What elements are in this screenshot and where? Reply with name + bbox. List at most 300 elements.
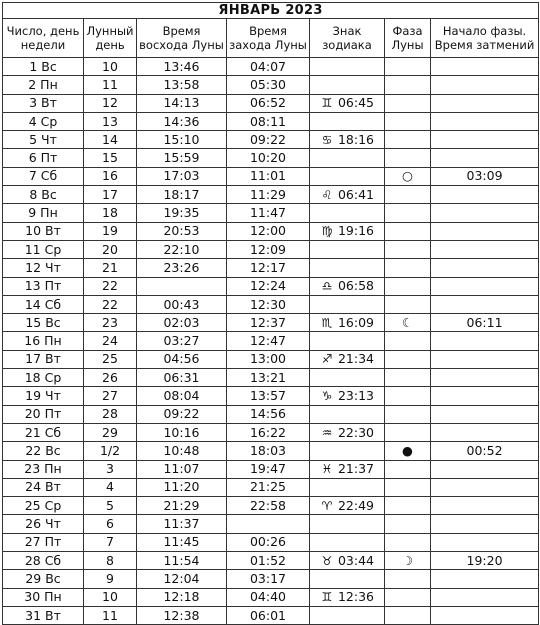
table-row (3, 369, 539, 387)
table-row (3, 204, 539, 222)
phase-time-cell (431, 277, 539, 295)
moonset-cell (227, 515, 310, 533)
zodiac-cell (310, 332, 385, 350)
table-row (3, 58, 539, 76)
date-cell: 18 Ср (3, 369, 84, 387)
zodiac-cell (310, 369, 385, 387)
table-row (3, 332, 539, 350)
date-cell: 24 Вт (3, 478, 84, 496)
zodiac-sign-icon: ♐ (321, 352, 333, 367)
table-row (3, 149, 539, 167)
phase-time-cell (431, 405, 539, 423)
phase-time-cell (431, 149, 539, 167)
table-row (3, 423, 539, 441)
phase-time-cell (431, 112, 539, 130)
moonset-cell: 21:25 (227, 478, 310, 496)
zodiac-cell (310, 58, 385, 76)
date-cell: 19 Чт (3, 387, 84, 405)
phase-time-cell (431, 240, 539, 258)
moonset-cell: 12:30 (227, 295, 310, 313)
phase-time-cell: 03:09 (431, 167, 539, 185)
lunar-day-cell: 7 (84, 533, 137, 551)
header-phase-start-line2: Время затмений (434, 38, 535, 52)
moonrise-cell (137, 277, 227, 295)
phase-time-cell (431, 204, 539, 222)
moonrise-cell: 10:48 (137, 442, 227, 460)
phase-cell (385, 442, 431, 460)
moonset-cell: 08:11 (227, 112, 310, 130)
date-cell: 21 Сб (3, 423, 84, 441)
moonrise-cell: 19:35 (137, 204, 227, 222)
lunar-day-cell: 10 (84, 588, 137, 606)
phase-cell (385, 314, 431, 332)
phase-time-cell (431, 131, 539, 149)
date-cell: 3 Вт (3, 94, 84, 112)
date-cell: 8 Вс (3, 186, 84, 204)
phase-time-cell (431, 606, 539, 624)
date-cell: 28 Сб (3, 552, 84, 570)
phase-cell (385, 515, 431, 533)
phase-cell (385, 94, 431, 112)
zodiac-time: 16:09 (337, 314, 374, 330)
header-day-line1: Число, день (6, 24, 80, 38)
zodiac-cell (310, 478, 385, 496)
moonrise-cell: 23:26 (137, 259, 227, 277)
lunar-day-cell: 11 (84, 606, 137, 624)
zodiac-cell (310, 497, 385, 515)
phase-cell (385, 167, 431, 185)
zodiac-cell (310, 131, 385, 149)
moon-phase-icon: ○ (402, 168, 413, 184)
date-cell: 23 Пн (3, 460, 84, 478)
date-cell: 25 Ср (3, 497, 84, 515)
phase-cell (385, 149, 431, 167)
phase-time-cell (431, 222, 539, 240)
phase-cell (385, 131, 431, 149)
table-row (3, 478, 539, 496)
moonrise-cell: 12:04 (137, 570, 227, 588)
header-lunar-day-line2: день (95, 38, 125, 52)
phase-cell (385, 570, 431, 588)
moonset-cell: 11:01 (227, 167, 310, 185)
zodiac-time: 19:16 (337, 223, 374, 239)
header-lunar-day-line1: Лунный (86, 24, 134, 38)
phase-time-cell (431, 186, 539, 204)
zodiac-cell (310, 350, 385, 368)
header-moonset (227, 19, 310, 58)
header-phase-line1: Фаза (392, 24, 423, 38)
moonset-cell: 05:30 (227, 76, 310, 94)
table-row (3, 606, 539, 624)
table-row (3, 515, 539, 533)
zodiac-sign-icon: ♒ (321, 425, 333, 440)
zodiac-time: 18:16 (337, 131, 374, 147)
header-row (3, 19, 539, 58)
zodiac-cell (310, 149, 385, 167)
table-row (3, 295, 539, 313)
phase-cell (385, 58, 431, 76)
table-row (3, 533, 539, 551)
phase-time-cell (431, 423, 539, 441)
date-cell: 1 Вс (3, 58, 84, 76)
lunar-day-cell: 18 (84, 204, 137, 222)
phase-time-cell (431, 332, 539, 350)
phase-cell (385, 204, 431, 222)
calendar-wrapper (2, 2, 539, 625)
lunar-day-cell: 16 (84, 167, 137, 185)
lunar-day-cell: 4 (84, 478, 137, 496)
lunar-day-cell: 5 (84, 497, 137, 515)
table-row (3, 259, 539, 277)
moonrise-cell: 20:53 (137, 222, 227, 240)
moonset-cell: 13:57 (227, 387, 310, 405)
phase-time-cell (431, 570, 539, 588)
moonset-cell: 19:47 (227, 460, 310, 478)
zodiac-cell (310, 515, 385, 533)
zodiac-cell (310, 76, 385, 94)
phase-time-cell (431, 515, 539, 533)
zodiac-cell (310, 570, 385, 588)
phase-cell (385, 277, 431, 295)
zodiac-cell (310, 277, 385, 295)
table-row (3, 112, 539, 130)
phase-time-cell: 19:20 (431, 552, 539, 570)
lunar-day-cell: 13 (84, 112, 137, 130)
lunar-day-cell: 17 (84, 186, 137, 204)
phase-cell (385, 606, 431, 624)
phase-cell (385, 222, 431, 240)
moonrise-cell: 00:43 (137, 295, 227, 313)
table-row (3, 167, 539, 185)
zodiac-cell (310, 606, 385, 624)
moonrise-cell: 11:20 (137, 478, 227, 496)
lunar-day-cell: 19 (84, 222, 137, 240)
zodiac-cell (310, 186, 385, 204)
phase-cell (385, 186, 431, 204)
phase-time-cell (431, 387, 539, 405)
header-phase-start-line1: Начало фазы. (442, 24, 527, 38)
lunar-day-cell: 20 (84, 240, 137, 258)
moonrise-cell: 11:07 (137, 460, 227, 478)
date-cell: 30 Пн (3, 588, 84, 606)
zodiac-cell (310, 222, 385, 240)
table-row (3, 588, 539, 606)
zodiac-time: 06:41 (337, 186, 374, 202)
lunar-day-cell: 21 (84, 259, 137, 277)
moonrise-cell: 11:37 (137, 515, 227, 533)
date-cell: 15 Вс (3, 314, 84, 332)
moonrise-cell: 10:16 (137, 423, 227, 441)
zodiac-cell (310, 112, 385, 130)
moonset-cell: 04:40 (227, 588, 310, 606)
phase-time-cell (431, 588, 539, 606)
moonset-cell: 09:22 (227, 131, 310, 149)
phase-time-cell: 00:52 (431, 442, 539, 460)
moonset-cell: 12:09 (227, 240, 310, 258)
date-cell: 2 Пн (3, 76, 84, 94)
date-cell: 27 Пт (3, 533, 84, 551)
zodiac-cell (310, 405, 385, 423)
phase-cell (385, 76, 431, 94)
moon-phase-icon: ● (402, 442, 413, 458)
moonrise-cell: 03:27 (137, 332, 227, 350)
moonset-cell: 22:58 (227, 497, 310, 515)
lunar-day-cell: 28 (84, 405, 137, 423)
moonrise-cell: 21:29 (137, 497, 227, 515)
zodiac-sign-icon: ♍ (321, 224, 333, 239)
phase-time-cell (431, 350, 539, 368)
header-phase-line2: Луны (391, 38, 424, 52)
zodiac-time: 22:30 (337, 424, 374, 440)
moonrise-cell: 11:45 (137, 533, 227, 551)
header-moonrise-line2: восхода Луны (139, 38, 224, 52)
date-cell: 31 Вт (3, 606, 84, 624)
table-row (3, 350, 539, 368)
moonset-cell: 12:24 (227, 277, 310, 295)
phase-time-cell (431, 76, 539, 94)
header-moonset-line2: захода Луны (229, 38, 307, 52)
zodiac-time: 06:45 (337, 95, 374, 111)
zodiac-time: 21:37 (337, 461, 374, 477)
header-moonrise (137, 19, 227, 58)
date-cell: 17 Вт (3, 350, 84, 368)
zodiac-cell (310, 259, 385, 277)
phase-cell (385, 460, 431, 478)
zodiac-cell (310, 588, 385, 606)
moonrise-cell: 04:56 (137, 350, 227, 368)
moonset-cell: 18:03 (227, 442, 310, 460)
table-row (3, 460, 539, 478)
date-cell: 22 Вс (3, 442, 84, 460)
zodiac-sign-icon: ♉ (321, 553, 333, 568)
date-cell: 10 Вт (3, 222, 84, 240)
moonset-cell: 01:52 (227, 552, 310, 570)
lunar-day-cell: 11 (84, 76, 137, 94)
phase-cell (385, 405, 431, 423)
phase-cell (385, 112, 431, 130)
moonrise-cell: 17:03 (137, 167, 227, 185)
lunar-day-cell: 29 (84, 423, 137, 441)
lunar-calendar-table (2, 2, 539, 625)
moonrise-cell: 15:59 (137, 149, 227, 167)
table-title: ЯНВАРЬ 2023 (3, 3, 539, 19)
zodiac-time: 03:44 (337, 552, 374, 568)
zodiac-cell (310, 295, 385, 313)
moonset-cell: 03:17 (227, 570, 310, 588)
moonset-cell: 10:20 (227, 149, 310, 167)
phase-time-cell (431, 478, 539, 496)
moonset-cell: 13:00 (227, 350, 310, 368)
moonset-cell: 06:52 (227, 94, 310, 112)
zodiac-sign-icon: ♎ (321, 279, 333, 294)
zodiac-sign-icon: ♈ (321, 498, 333, 513)
table-row (3, 552, 539, 570)
moonrise-cell: 08:04 (137, 387, 227, 405)
lunar-day-cell: 10 (84, 58, 137, 76)
phase-cell (385, 478, 431, 496)
zodiac-sign-icon: ♌ (321, 187, 333, 202)
zodiac-sign-icon: ♊ (321, 590, 333, 605)
moonset-cell: 11:47 (227, 204, 310, 222)
zodiac-cell (310, 314, 385, 332)
header-lunar-day (84, 19, 137, 58)
table-row (3, 76, 539, 94)
phase-time-cell (431, 58, 539, 76)
zodiac-cell (310, 240, 385, 258)
zodiac-cell (310, 94, 385, 112)
moonset-cell: 12:47 (227, 332, 310, 350)
zodiac-sign-icon: ♋ (321, 132, 333, 147)
date-cell: 13 Пт (3, 277, 84, 295)
lunar-day-cell: 8 (84, 552, 137, 570)
table-row (3, 186, 539, 204)
moonset-cell: 12:17 (227, 259, 310, 277)
phase-time-cell (431, 460, 539, 478)
table-row (3, 405, 539, 423)
moonset-cell: 14:56 (227, 405, 310, 423)
moonrise-cell: 22:10 (137, 240, 227, 258)
table-row (3, 387, 539, 405)
lunar-day-cell: 12 (84, 94, 137, 112)
lunar-day-cell: 24 (84, 332, 137, 350)
phase-cell (385, 259, 431, 277)
date-cell: 4 Ср (3, 112, 84, 130)
zodiac-cell (310, 167, 385, 185)
date-cell: 12 Чт (3, 259, 84, 277)
zodiac-sign-icon: ♑ (321, 388, 333, 403)
moonrise-cell: 11:54 (137, 552, 227, 570)
date-cell: 16 Пн (3, 332, 84, 350)
moonset-cell: 16:22 (227, 423, 310, 441)
header-moonrise-line1: Время (162, 24, 201, 38)
moonrise-cell: 06:31 (137, 369, 227, 387)
moonset-cell: 12:37 (227, 314, 310, 332)
moonset-cell: 04:07 (227, 58, 310, 76)
date-cell: 14 Сб (3, 295, 84, 313)
phase-cell (385, 387, 431, 405)
phase-cell (385, 588, 431, 606)
header-zodiac-line1: Знак (332, 24, 362, 38)
table-row (3, 442, 539, 460)
zodiac-time: 23:13 (337, 387, 374, 403)
moonrise-cell: 13:58 (137, 76, 227, 94)
header-day (3, 19, 84, 58)
header-phase (385, 19, 431, 58)
moonrise-cell: 15:10 (137, 131, 227, 149)
table-row (3, 131, 539, 149)
date-cell: 6 Пт (3, 149, 84, 167)
zodiac-time: 21:34 (337, 351, 374, 367)
zodiac-sign-icon: ♊ (321, 96, 333, 111)
moon-phase-icon: ☽ (401, 552, 414, 568)
phase-time-cell (431, 533, 539, 551)
moonset-cell: 11:29 (227, 186, 310, 204)
moonrise-cell: 14:13 (137, 94, 227, 112)
table-row (3, 277, 539, 295)
moonset-cell: 13:21 (227, 369, 310, 387)
zodiac-sign-icon: ♓ (321, 462, 333, 477)
date-cell: 11 Ср (3, 240, 84, 258)
lunar-day-cell: 14 (84, 131, 137, 149)
phase-cell (385, 295, 431, 313)
phase-time-cell (431, 94, 539, 112)
header-zodiac (310, 19, 385, 58)
zodiac-time: 12:36 (337, 589, 374, 605)
phase-cell (385, 240, 431, 258)
moonrise-cell: 02:03 (137, 314, 227, 332)
lunar-day-cell: 25 (84, 350, 137, 368)
zodiac-cell (310, 552, 385, 570)
moonrise-cell: 13:46 (137, 58, 227, 76)
date-cell: 29 Вс (3, 570, 84, 588)
zodiac-time: 22:49 (337, 497, 374, 513)
header-moonset-line1: Время (249, 24, 287, 38)
moonrise-cell: 14:36 (137, 112, 227, 130)
moonrise-cell: 09:22 (137, 405, 227, 423)
zodiac-cell (310, 423, 385, 441)
zodiac-cell (310, 533, 385, 551)
lunar-day-cell: 23 (84, 314, 137, 332)
calendar-body (3, 58, 539, 625)
zodiac-time: 06:58 (337, 278, 374, 294)
date-cell: 9 Пн (3, 204, 84, 222)
table-row (3, 314, 539, 332)
date-cell: 7 Сб (3, 167, 84, 185)
lunar-day-cell: 26 (84, 369, 137, 387)
table-row (3, 94, 539, 112)
phase-cell (385, 423, 431, 441)
lunar-day-cell: 15 (84, 149, 137, 167)
lunar-day-cell: 9 (84, 570, 137, 588)
phase-cell (385, 552, 431, 570)
zodiac-sign-icon: ♏ (321, 315, 333, 330)
table-row (3, 570, 539, 588)
table-row (3, 222, 539, 240)
moon-phase-icon: ☾ (401, 314, 414, 330)
moonset-cell: 12:00 (227, 222, 310, 240)
phase-time-cell (431, 295, 539, 313)
moonrise-cell: 12:18 (137, 588, 227, 606)
moonrise-cell: 18:17 (137, 186, 227, 204)
table-row (3, 497, 539, 515)
phase-cell (385, 497, 431, 515)
phase-time-cell: 06:11 (431, 314, 539, 332)
zodiac-cell (310, 387, 385, 405)
phase-time-cell (431, 369, 539, 387)
lunar-day-cell: 27 (84, 387, 137, 405)
phase-cell (385, 369, 431, 387)
lunar-day-cell: 1/2 (84, 442, 137, 460)
date-cell: 5 Чт (3, 131, 84, 149)
header-zodiac-line2: зодиака (322, 38, 372, 52)
moonset-cell: 06:01 (227, 606, 310, 624)
phase-cell (385, 533, 431, 551)
moonset-cell: 00:26 (227, 533, 310, 551)
date-cell: 26 Чт (3, 515, 84, 533)
table-row (3, 240, 539, 258)
header-day-line2: недели (20, 38, 66, 52)
zodiac-cell (310, 204, 385, 222)
phase-time-cell (431, 497, 539, 515)
phase-cell (385, 350, 431, 368)
zodiac-cell (310, 460, 385, 478)
lunar-day-cell: 22 (84, 295, 137, 313)
lunar-day-cell: 6 (84, 515, 137, 533)
moonrise-cell: 12:38 (137, 606, 227, 624)
phase-cell (385, 332, 431, 350)
lunar-day-cell: 3 (84, 460, 137, 478)
date-cell: 20 Пт (3, 405, 84, 423)
